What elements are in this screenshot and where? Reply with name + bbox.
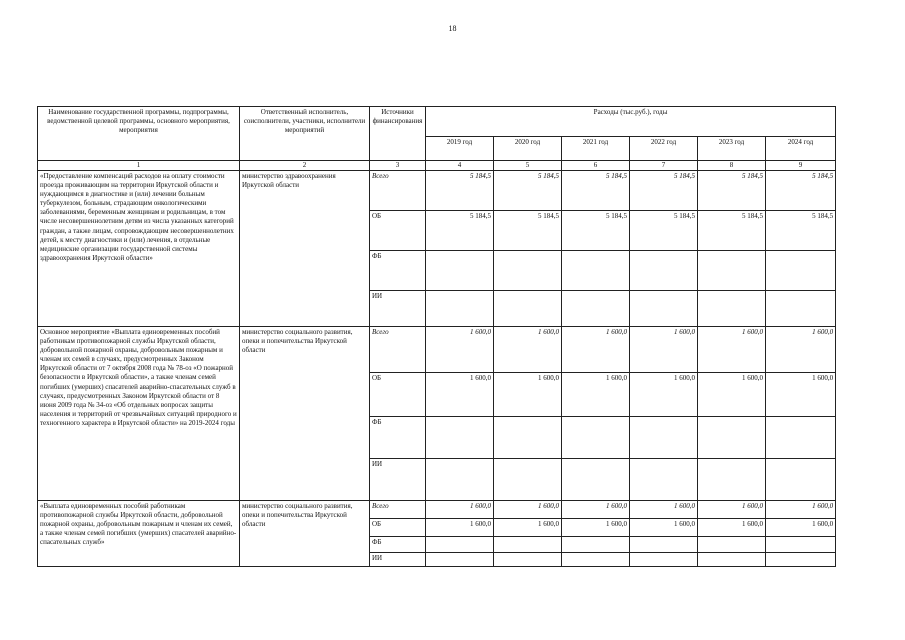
value-cell xyxy=(426,291,494,327)
value-cell xyxy=(562,459,630,501)
executor-cell: министерство здравоохранения Иркутской области xyxy=(240,171,370,327)
source-cell: ФБ xyxy=(370,537,426,553)
value-cell xyxy=(494,251,562,291)
header-executor: Ответственный исполнитель, соисполнители, участники, исполнители мероприятий xyxy=(240,107,370,161)
value-cell: 5 184,5 xyxy=(698,171,766,211)
source-cell: Всего xyxy=(370,171,426,211)
value-cell xyxy=(630,291,698,327)
value-cell: 5 184,5 xyxy=(426,211,494,251)
value-cell: 5 184,5 xyxy=(494,211,562,251)
value-cell: 1 600,0 xyxy=(562,501,630,519)
value-cell: 5 184,5 xyxy=(698,211,766,251)
value-cell: 5 184,5 xyxy=(630,211,698,251)
value-cell: 1 600,0 xyxy=(562,519,630,537)
value-cell xyxy=(562,417,630,459)
column-number: 9 xyxy=(766,161,836,171)
value-cell xyxy=(426,459,494,501)
executor-cell: министерство социального развития, опеки и попечительства Иркутской области xyxy=(240,501,370,567)
column-number: 7 xyxy=(630,161,698,171)
source-cell: ОБ xyxy=(370,519,426,537)
program-name-cell: «Выплата единовременных пособий работникам противопожарной службы Иркутской области, добровольной пожарной охраны, добровольным пожарным и членам их семей, а также членам семей погибших (умерших) спасателей аварийно-спасательных служб» xyxy=(38,501,240,567)
value-cell xyxy=(562,251,630,291)
value-cell: 1 600,0 xyxy=(766,501,836,519)
column-number: 3 xyxy=(370,161,426,171)
value-cell xyxy=(766,537,836,553)
value-cell: 5 184,5 xyxy=(494,171,562,211)
header-year: 2019 год xyxy=(426,137,494,161)
header-year: 2023 год xyxy=(698,137,766,161)
value-cell: 1 600,0 xyxy=(494,519,562,537)
value-cell: 5 184,5 xyxy=(562,171,630,211)
value-cell: 5 184,5 xyxy=(766,211,836,251)
column-number: 6 xyxy=(562,161,630,171)
program-name-cell: Основное мероприятие «Выплата единовременных пособий работникам противопожарной службы Иркутской области, добровольной пожарной охраны, добровольным пожарным и членам их семей в случаях, предусмотренных Законом Иркутской области от 7 октября 2008 года № 78-оз «О пожарной безопасности в Иркутской области», а также членам семей погибших (умерших) спасателей аварийно-спасательных служб в случаях, предусмотренных Законом Иркутской области от 8 июня 2009 года № 34-оз «Об отдельных вопросах защиты населения и территорий от чрезвычайных ситуаций природного и техногенного характера в Иркутской области» на 2019-2024 годы xyxy=(38,327,240,501)
value-cell: 1 600,0 xyxy=(426,327,494,373)
source-cell: ФБ xyxy=(370,417,426,459)
value-cell xyxy=(494,417,562,459)
value-cell: 1 600,0 xyxy=(562,327,630,373)
column-number: 2 xyxy=(240,161,370,171)
source-cell: ОБ xyxy=(370,373,426,417)
expenses-table xyxy=(37,106,836,567)
value-cell: 1 600,0 xyxy=(766,327,836,373)
value-cell xyxy=(562,553,630,567)
value-cell xyxy=(494,291,562,327)
source-cell: Всего xyxy=(370,501,426,519)
value-cell xyxy=(494,459,562,501)
source-cell: ИИ xyxy=(370,291,426,327)
value-cell xyxy=(766,553,836,567)
header-expenses: Расходы (тыс.руб.), годы xyxy=(426,107,836,137)
value-cell: 1 600,0 xyxy=(698,519,766,537)
value-cell xyxy=(698,459,766,501)
value-cell: 1 600,0 xyxy=(494,373,562,417)
value-cell xyxy=(766,291,836,327)
value-cell: 1 600,0 xyxy=(426,501,494,519)
value-cell xyxy=(630,553,698,567)
value-cell: 1 600,0 xyxy=(630,373,698,417)
header-year: 2022 год xyxy=(630,137,698,161)
header-program: Наименование государственной программы, подпрограммы, ведомственной целевой программы, основного мероприятия, мероприятия xyxy=(38,107,240,161)
column-number: 4 xyxy=(426,161,494,171)
value-cell xyxy=(698,251,766,291)
value-cell xyxy=(766,417,836,459)
table-row xyxy=(38,171,836,211)
page-number: 18 xyxy=(448,24,457,33)
column-number: 8 xyxy=(698,161,766,171)
value-cell xyxy=(562,537,630,553)
value-cell: 1 600,0 xyxy=(494,501,562,519)
value-cell: 1 600,0 xyxy=(426,373,494,417)
source-cell: ИИ xyxy=(370,553,426,567)
value-cell xyxy=(698,553,766,567)
executor-cell: министерство социального развития, опеки и попечительства Иркутской области xyxy=(240,327,370,501)
value-cell xyxy=(766,251,836,291)
value-cell xyxy=(494,553,562,567)
source-cell: ИИ xyxy=(370,459,426,501)
value-cell: 1 600,0 xyxy=(562,373,630,417)
value-cell xyxy=(562,291,630,327)
value-cell xyxy=(630,251,698,291)
value-cell xyxy=(766,459,836,501)
value-cell xyxy=(630,537,698,553)
value-cell: 1 600,0 xyxy=(698,327,766,373)
value-cell: 1 600,0 xyxy=(698,501,766,519)
value-cell: 1 600,0 xyxy=(630,519,698,537)
header-year: 2024 год xyxy=(766,137,836,161)
value-cell xyxy=(630,459,698,501)
source-cell: ОБ xyxy=(370,211,426,251)
header-sources: Источники финансирования xyxy=(370,107,426,161)
program-name-cell: «Предоставление компенсаций расходов на оплату стоимости проезда проживающим на территории Иркутской области и нуждающимся в диагностике и (или) лечении больным туберкулезом, больным, страдающим онкологическими заболеваниями, беременным женщинам и родильницам, в том числе несовершеннолетним детям из числа указанных категорий граждан, а также лицам, сопровождающим несовершеннолетних детей, к месту диагностики и (или) лечения, в отдельные медицинские организации государственной системы здравоохранения Иркутской области» xyxy=(38,171,240,327)
source-cell: ФБ xyxy=(370,251,426,291)
value-cell: 1 600,0 xyxy=(630,501,698,519)
value-cell: 1 600,0 xyxy=(494,327,562,373)
value-cell xyxy=(698,417,766,459)
value-cell: 1 600,0 xyxy=(426,519,494,537)
value-cell xyxy=(426,251,494,291)
value-cell xyxy=(426,537,494,553)
column-number: 5 xyxy=(494,161,562,171)
value-cell: 1 600,0 xyxy=(630,327,698,373)
table-row xyxy=(38,501,836,519)
value-cell: 5 184,5 xyxy=(630,171,698,211)
source-cell: Всего xyxy=(370,327,426,373)
value-cell xyxy=(426,417,494,459)
value-cell xyxy=(698,537,766,553)
value-cell xyxy=(426,553,494,567)
value-cell: 1 600,0 xyxy=(698,373,766,417)
column-number: 1 xyxy=(38,161,240,171)
table-row xyxy=(38,327,836,373)
value-cell: 1 600,0 xyxy=(766,373,836,417)
value-cell: 5 184,5 xyxy=(766,171,836,211)
value-cell: 5 184,5 xyxy=(562,211,630,251)
header-year: 2020 год xyxy=(494,137,562,161)
value-cell xyxy=(494,537,562,553)
header-year: 2021 год xyxy=(562,137,630,161)
value-cell xyxy=(698,291,766,327)
value-cell: 1 600,0 xyxy=(766,519,836,537)
value-cell: 5 184,5 xyxy=(426,171,494,211)
value-cell xyxy=(630,417,698,459)
